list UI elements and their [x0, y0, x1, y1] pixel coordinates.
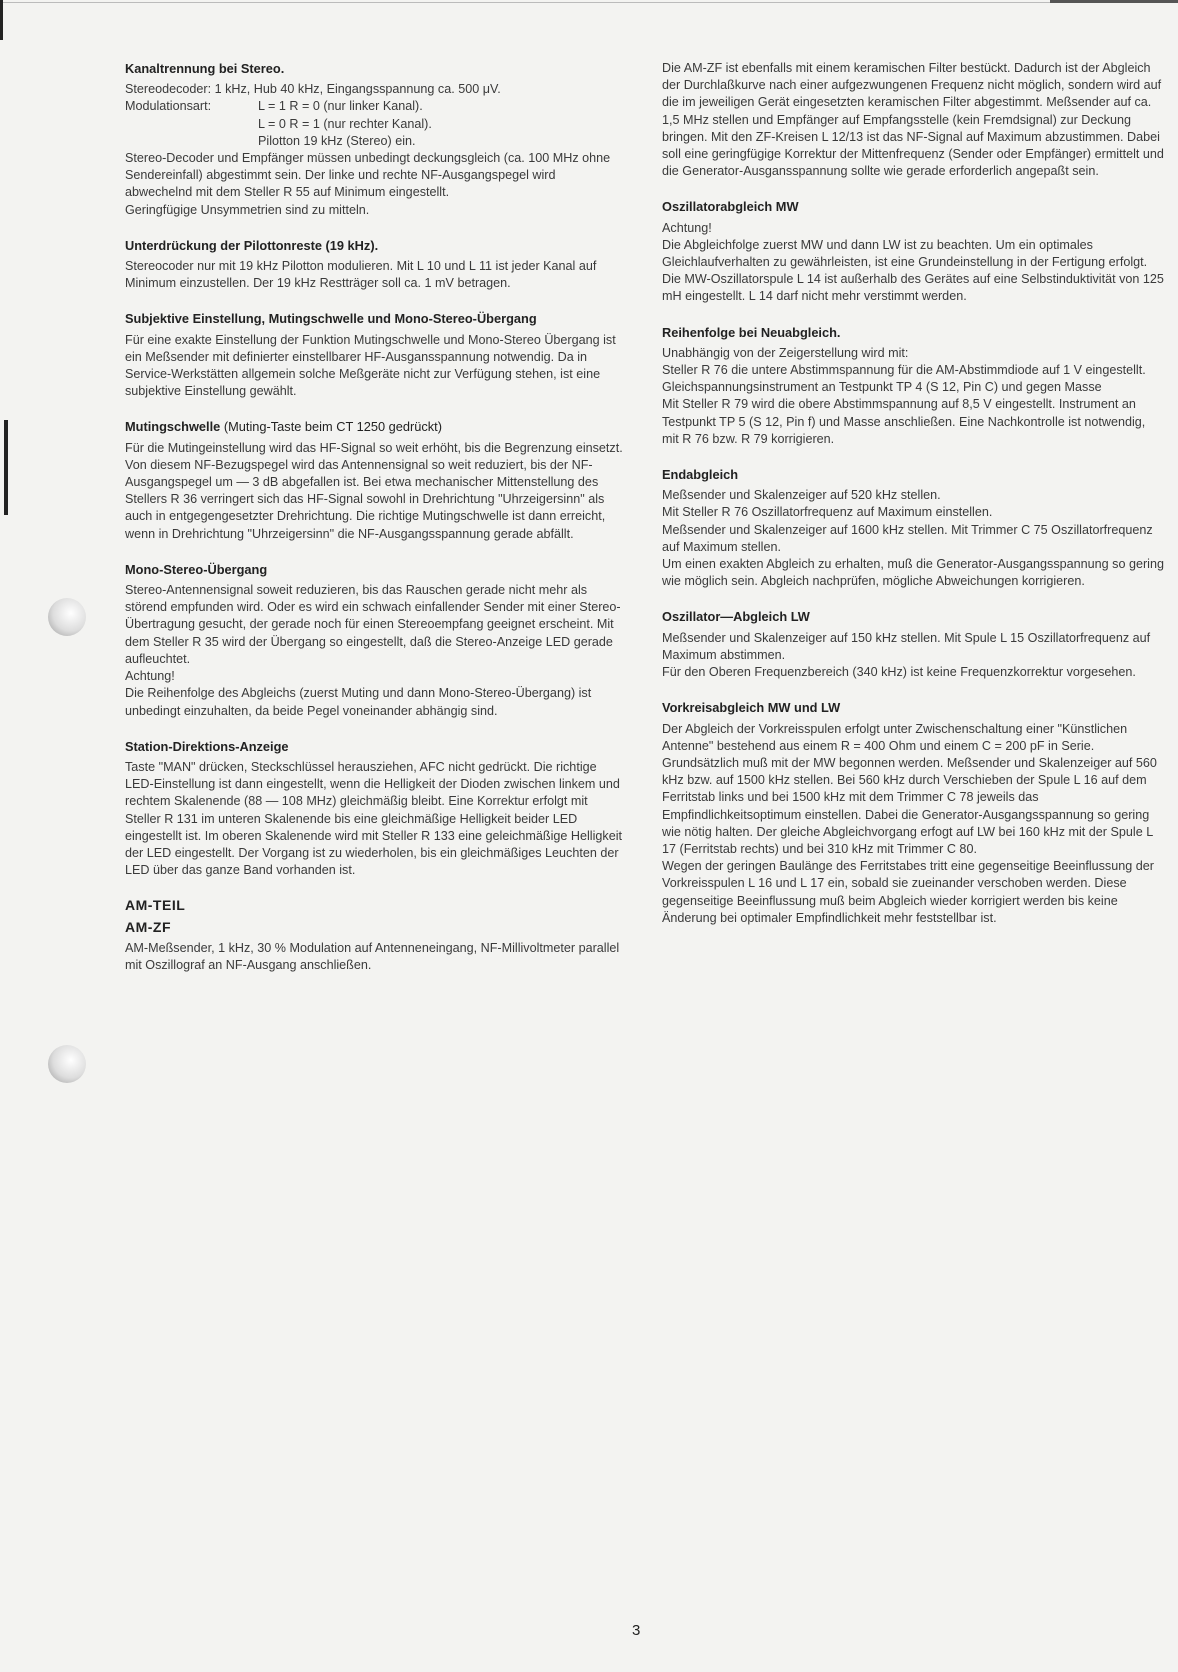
section-heading: Endabgleich	[662, 467, 739, 483]
paragraph: Die AM-ZF ist ebenfalls mit einem keramischen Filter bestückt. Dadurch ist der Abgleich der Durchlaßkurve nach einer aufgezwungenen Frequenz nicht möglich, sondern wird auf die im jeweiligen Gerät eingesetzten keramischen Filter abgestimmt. Meßsender auf ca. 1,5 MHz stellen und Empfänger auf Empfangsstelle (kein Fremdsignal) zur Deckung bringen. Mit den ZF-Kreisen L 12/13 ist das NF-Signal auf Maximum abzustimmen. Dabei soll eine geringfügige Korrektur der Mittenfrequenz (Sender oder Empfänger) ermittelt und die Generator-Ausgansspannung sollte wie gerade erforderlich angepaßt sein.	[662, 61, 1164, 179]
section-mono-stereo	[125, 561, 625, 720]
paragraph: AM-Meßsender, 1 kHz, 30 % Modulation auf Antenneneingang, NF-Millivoltmeter parallel mit Oszillograf an NF-Ausgang anschließen.	[125, 940, 620, 972]
section-am-teil	[125, 897, 625, 974]
section-heading: Oszillatorabgleich MW	[662, 199, 799, 215]
achtung-note: Achtung!	[662, 220, 712, 235]
top-rule	[0, 2, 1178, 3]
paragraph: Die Abgleichfolge zuerst MW und dann LW ist zu beachten. Um ein optimales Gleichlaufverhalten zu gewährleisten, ist eine Grundeinstellung in der Fertigung erfolgt. Die MW-Oszillatorspule L 14 ist außerhalb des Gerätes auf eine Selbstinduktivität von 125 mH eingestellt. L 14 darf nicht mehr verstimmt werden.	[662, 237, 1164, 304]
paragraph: Der Abgleich der Vorkreisspulen erfolgt unter Zwischenschaltung einer "Künstlichen Antenne" bestehend aus einem R = 400 Ohm und einem C = 200 pF in Serie.	[662, 721, 1128, 753]
section-mutingschwelle	[125, 418, 625, 542]
paragraph: Mit Steller R 79 wird die obere Abstimmspannung auf 8,5 V eingestellt. Instrument an Testpunkt TP 5 (S 12, Pin f) und Masse anschließen. Eine Nachkontrolle ist notwendig, mit R 76 bzw. R 79 korrigieren.	[662, 397, 1146, 446]
paragraph: Meßsender und Skalenzeiger auf 1600 kHz stellen. Mit Trimmer C 75 Oszillatorfrequenz auf Maximum stellen.	[662, 522, 1153, 554]
heading-text: Mutingschwelle	[125, 419, 221, 435]
section-heading: Kanaltrennung bei Stereo.	[125, 61, 285, 76]
paragraph: Stereodecoder: 1 kHz, Hub 40 kHz, Eingangsspannung ca. 500 μV.	[125, 82, 501, 97]
paragraph: Die Reihenfolge des Abgleichs (zuerst Muting und dann Mono-Stereo-Übergang) ist unbedingt einzuhalten, da beide Pegel voneinander abhängig sind.	[125, 686, 592, 718]
binder-hole-upper	[48, 598, 86, 636]
section-subjektive-einstellung	[125, 310, 625, 400]
right-column	[662, 60, 1164, 927]
section-am-zf-text	[662, 60, 1164, 180]
section-oszillator-mw	[662, 198, 1164, 305]
section-heading: Oszillator—Abgleich LW	[662, 609, 810, 625]
paragraph: Taste "MAN" drücken, Steckschlüssel herausziehen, AFC nicht gedrückt. Die richtige LED-Einstellung ist dann eingestellt, wenn die Helligkeit der Dioden zwischen linkem und rechtem Skalenende (88 — 108 MHz) gleichmäßig bleibt. Eine Korrektur erfolgt mit Steller R 131 im unteren Skalenende bis eine gleichmäßige Helligkeit beider LED eingestellt ist. Im oberen Skalenende wird mit Steller R 133 eine geleichmäßige Helligkeit der LED eingestellt. Der Vorgang ist zu wiederholen, bis ein gleichmäßiges Leuchten der LED über das ganze Band vorhanden ist.	[125, 759, 623, 878]
modulation-value: Pilotton 19 kHz (Stereo) ein.	[258, 133, 416, 148]
paragraph: Um einen exakten Abgleich zu erhalten, muß die Generator-Ausgangsspannung so gering wie möglich sein. Abgleich nachprüfen, mögliche Abweichungen korrigieren.	[662, 557, 1164, 589]
section-heading: Vorkreisabgleich MW und LW	[662, 700, 841, 716]
section-reihenfolge	[662, 324, 1164, 448]
modulation-row	[125, 98, 625, 115]
modulation-value: L = 0 R = 1 (nur rechter Kanal).	[258, 116, 432, 131]
section-heading: Reihenfolge bei Neuabgleich.	[662, 324, 841, 340]
paragraph: Für eine exakte Einstellung der Funktion Mutingschwelle und Mono-Stereo Übergang ist ein Meßsender mit definierter einstellbarer HF-Ausgansspannung notwendig. Da in Service-Werkstätten allgemein solche Meßgeräte nicht zur Verfügung stehen, ist eine subjektive Einstellung gewählt.	[125, 332, 616, 399]
paragraph: Stereo-Decoder und Empfänger müssen unbedingt deckungsgleich (ca. 100 MHz ohne Sendereinfall) abgestimmt sein. Der linke und rechte NF-Ausgangspegel wird abwechelnd mit dem Steller R 55 auf Minimum eingestellt.	[125, 151, 611, 200]
section-heading: Mono-Stereo-Übergang	[125, 561, 268, 577]
section-kanaltrennung	[125, 60, 625, 219]
section-heading: Unterdrückung der Pilottonreste (19 kHz).	[125, 237, 379, 253]
left-column	[125, 60, 625, 974]
paragraph: Stereo-Antennensignal soweit reduzieren, bis das Rauschen gerade nicht mehr als störend empfunden wird. Oder es wird ein schwach einfallender Sender mit einer Stereo-Übertragung gesucht, der gerade noch für einen Stereoempfang geeignet erscheint. Mit dem Steller R 35 wird der Übergang so eingestellt, daß die Stereo-Anzeige LED gerade aufleuchtet.	[125, 583, 621, 666]
section-endabgleich	[662, 466, 1164, 590]
paragraph: Für den Oberen Frequenzbereich (340 kHz) ist keine Frequenzkorrektur vorgesehen.	[662, 665, 1136, 680]
modulation-label: Modulationsart:	[125, 99, 212, 114]
edge-mark-middle	[4, 420, 8, 515]
section-oszillator-lw	[662, 608, 1164, 681]
section-heading: Subjektive Einstellung, Mutingschwelle und Mono-Stereo-Übergang	[125, 311, 537, 327]
paragraph: Meßsender und Skalenzeiger auf 520 kHz stellen.	[662, 488, 941, 503]
binder-hole-lower	[48, 1045, 86, 1083]
page-number: 3	[632, 1622, 641, 1639]
top-rule-accent	[1050, 0, 1178, 3]
paragraph: Geringfügige Unsymmetrien sind zu mitteln.	[125, 202, 370, 217]
section-subheading: AM-ZF	[125, 918, 172, 935]
achtung-note: Achtung!	[125, 669, 175, 684]
section-pilotton	[125, 237, 625, 293]
paragraph: Meßsender und Skalenzeiger auf 150 kHz stellen. Mit Spule L 15 Oszillatorfrequenz auf Maximum abstimmen.	[662, 630, 1151, 662]
edge-mark-top	[0, 0, 3, 40]
paragraph: Stereocoder nur mit 19 kHz Pilotton modulieren. Mit L 10 und L 11 ist jeder Kanal auf Minimum einzustellen. Der 19 kHz Restträger soll ca. 1 mV betragen.	[125, 259, 597, 291]
paragraph: Mit Steller R 76 Oszillatorfrequenz auf Maximum einstellen.	[662, 505, 993, 520]
section-heading: AM-TEIL	[125, 897, 186, 914]
paragraph: Wegen der geringen Baulänge des Ferritstabes tritt eine gegenseitige Beeinflussung der Vorkreisspulen L 16 und L 17 ein, sobald sie zueinander verschoben werden. Diese gegenseitige Beeinflussung muß beim Abgleich wieder korrigiert werden bis keine Änderung bei optimaler Empfindlichkeit mehr feststellbar ist.	[662, 859, 1154, 925]
section-vorkreisabgleich	[662, 699, 1164, 927]
paragraph: Unabhängig von der Zeigerstellung wird mit:	[662, 345, 909, 360]
section-station-anzeige	[125, 738, 625, 880]
paragraph: Steller R 76 die untere Abstimmspannung für die AM-Abstimmdiode auf 1 V eingestellt. Gleichspannungsinstrument an Testpunkt TP 4 (S 12, Pin C) und gegen Masse	[662, 363, 1146, 395]
section-heading: Station-Direktions-Anzeige	[125, 738, 289, 754]
modulation-value: L = 1 R = 0 (nur linker Kanal).	[258, 99, 423, 114]
paragraph: Für die Mutingeinstellung wird das HF-Signal so weit erhöht, bis die Begrenzung einsetzt. Von diesem NF-Bezugspegel wird das Antennensignal so weit reduziert, bis der NF-Ausgangspegel um — 3 dB abgefallen ist. Bei etwa mechanischer Mittenstellung des Stellers R 36 verringert sich das HF-Signal sowohl in Drehrichtung "Uhrzeigersinn" als auch in entgegengesetzter Drehrichtung. Die richtige Mutingschwelle ist dann erreicht, wenn in Drehrichtung "Uhrzeigersinn" die NF-Ausgangsspannung gerade abfällt.	[125, 440, 623, 541]
paragraph: Grundsätzlich muß mit der MW begonnen werden. Meßsender und Skalenzeiger auf 560 kHz bzw. auf 1500 kHz stellen. Bei 560 kHz durch Verschieben der Spule L 16 auf dem Ferritstab links und bei 1500 kHz mit dem Trimmer C 78 jeweils das Empfindlichkeitsoptimum einstellen. Dabei die Generator-Ausgangsspannung so gering wie nötig halten. Der gleiche Abgleichvorgang erfogt auf LW bei 160 kHz mit der Spule L 17 (Ferritstab rechts) und bei 310 kHz mit Trimmer C 80.	[662, 755, 1157, 856]
heading-suffix: (Muting-Taste beim CT 1250 gedrückt)	[223, 419, 442, 435]
section-heading	[125, 418, 625, 435]
